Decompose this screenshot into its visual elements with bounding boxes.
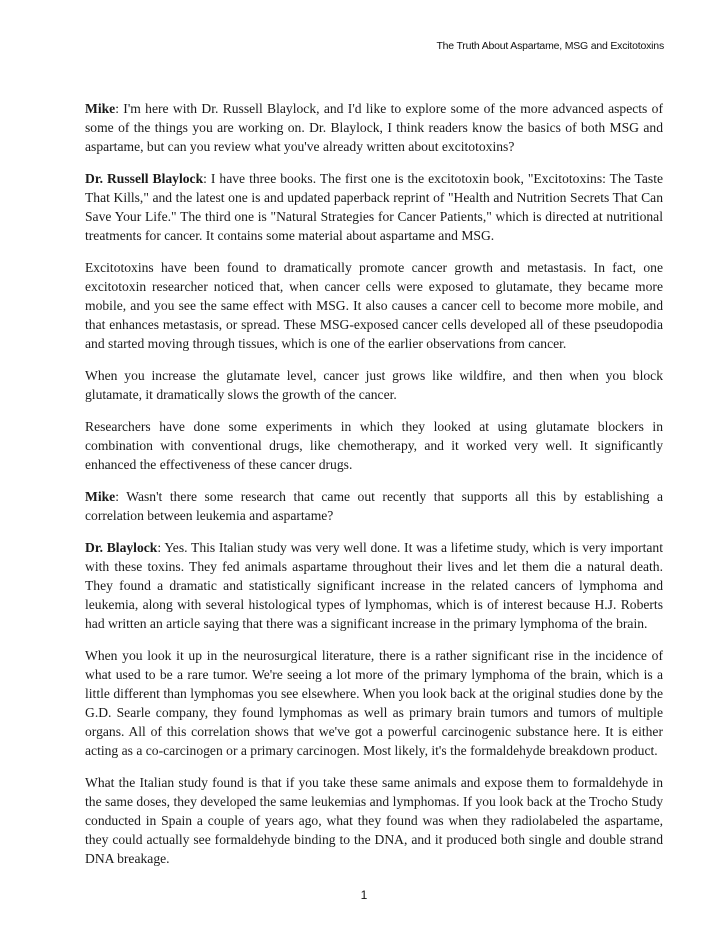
paragraph <box>85 366 663 404</box>
page-number: 1 <box>360 888 368 902</box>
running-header: The Truth About Aspartame, MSG and Excitotoxins <box>436 40 664 52</box>
paragraph <box>85 169 663 245</box>
speaker-name: Dr. Russell Blaylock <box>85 171 204 186</box>
paragraph <box>85 487 663 525</box>
speaker-name: Mike <box>85 489 116 504</box>
paragraph-text: Researchers have done some experiments in which they looked at using glutamate blockers in combination with conventional drugs, like chemotherapy, and it worked very well. It significantly enhanced the effectiveness of these cancer drugs. <box>85 419 663 472</box>
paragraph <box>85 258 663 353</box>
paragraph-text: : I'm here with Dr. Russell Blaylock, and I'd like to explore some of the more advanced aspects of some of the things you are working on. Dr. Blaylock, I think readers know the basics of both MSG and aspartame, but can you review what you've already written about excitotoxins? <box>85 101 663 154</box>
paragraph <box>85 538 663 633</box>
speaker-name: Dr. Blaylock <box>85 540 158 555</box>
paragraph-text: When you increase the glutamate level, cancer just grows like wildfire, and then when you block glutamate, it dramatically slows the growth of the cancer. <box>85 368 663 402</box>
article-body <box>85 99 663 881</box>
speaker-name: Mike <box>85 101 116 116</box>
paragraph-text: What the Italian study found is that if you take these same animals and expose them to formaldehyde in the same doses, they developed the same leukemias and lymphomas. If you look back at the Trocho Study conducted in Spain a couple of years ago, what they found was when they radiolabeled the aspartame, they could actually see formaldehyde binding to the DNA, and it produced both single and double strand DNA breakage. <box>85 775 663 866</box>
paragraph <box>85 646 663 760</box>
paragraph <box>85 417 663 474</box>
paragraph-text: When you look it up in the neurosurgical literature, there is a rather significant rise in the incidence of what used to be a rare tumor. We're seeing a lot more of the primary lymphoma of the brain, which is a little different than lymphomas you see elsewhere. When you look back at the original studies done by the G.D. Searle company, they found lymphomas as well as primary brain tumors and tumors of multiple organs. All of this correlation shows that we've got a powerful carcinogenic substance here. It is either acting as a co-carcinogen or a primary carcinogen. Most likely, it's the formaldehyde breakdown product. <box>85 648 663 758</box>
paragraph-text: : Yes. This Italian study was very well done. It was a lifetime study, which is very important with these toxins. They fed animals aspartame throughout their lives and let them die a natural death. They found a dramatic and statistically significant increase in the related cancers of lymphoma and leukemia, along with several histological types of lymphomas, which is of interest because H.J. Roberts had written an article saying that there was a significant increase in the primary lymphoma of the brain. <box>85 540 663 631</box>
paragraph-text: : Wasn't there some research that came out recently that supports all this by establishing a correlation between leukemia and aspartame? <box>85 489 663 523</box>
paragraph <box>85 99 663 156</box>
paragraph-text: Excitotoxins have been found to dramatically promote cancer growth and metastasis. In fact, one excitotoxin researcher noticed that, when cancer cells were exposed to glutamate, they became more mobile, and you see the same effect with MSG. It also causes a cancer cell to become more mobile, and that enhances metastasis, or spread. These MSG-exposed cancer cells developed all of these pseudopodia and started moving through tissues, which is one of the earlier observations from cancer. <box>85 260 663 351</box>
paragraph <box>85 773 663 868</box>
paragraph-text: : I have three books. The first one is the excitotoxin book, "Excitotoxins: The Taste That Kills," and the latest one is and updated paperback reprint of "Health and Nutrition Secrets That Can Save Your Life." The third one is "Natural Strategies for Cancer Patients," which is directed at nutritional treatments for cancer. It contains some material about aspartame and MSG. <box>85 171 664 243</box>
